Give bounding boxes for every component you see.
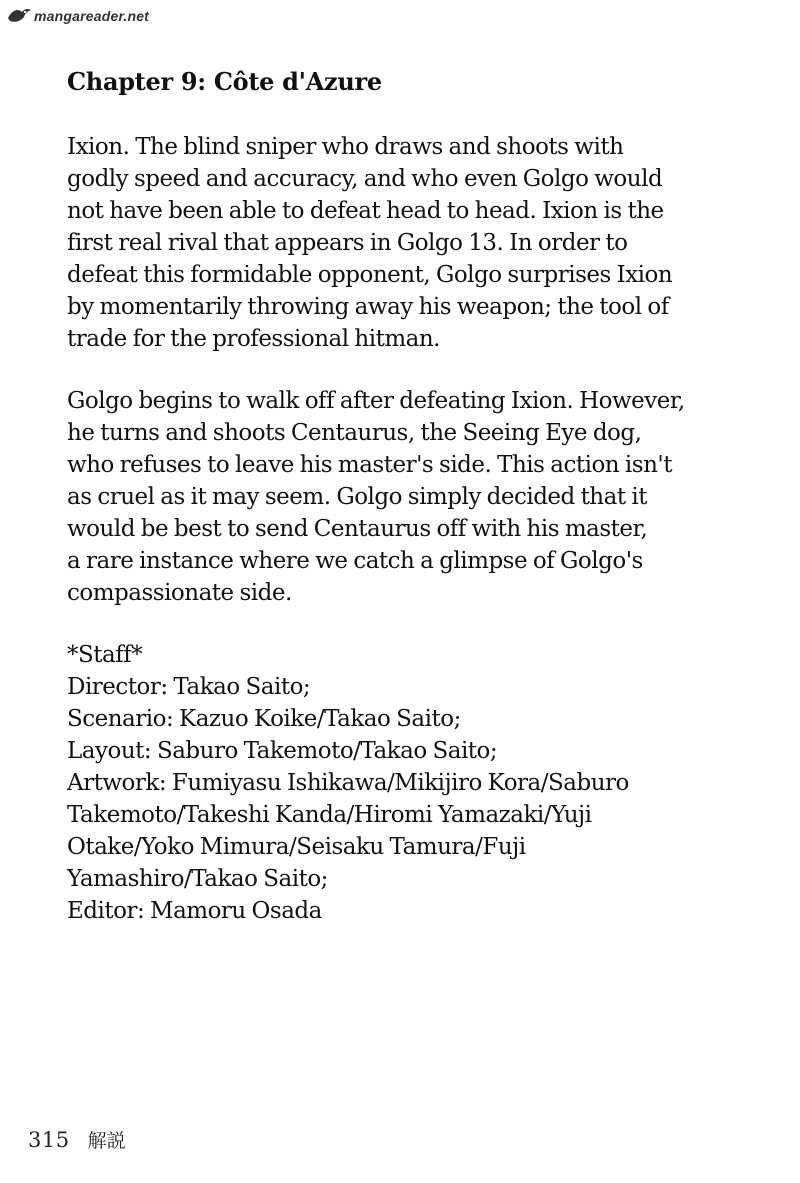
paragraph-line: Ixion. The blind sniper who draws and shoots with xyxy=(67,134,624,160)
staff-line: Layout: Saburo Takemoto/Takao Saito; xyxy=(67,738,498,764)
paragraph-line: godly speed and accuracy, and who even Golgo would xyxy=(67,166,663,192)
chapter-title: Chapter 9: Côte d'Azure xyxy=(67,67,382,96)
staff-line: Editor: Mamoru Osada xyxy=(67,898,322,924)
page-footer xyxy=(28,1126,126,1153)
staff-line: Takemoto/Takeshi Kanda/Hiromi Yamazaki/Yuji xyxy=(67,802,592,828)
paragraph-line: who refuses to leave his master's side. This action isn't xyxy=(67,452,672,478)
paragraph-line: Golgo begins to walk off after defeating Ixion. However, xyxy=(67,388,685,414)
staff-line: Otake/Yoko Mimura/Seisaku Tamura/Fuji xyxy=(67,834,526,860)
watermark-text: mangareader.net xyxy=(34,8,150,24)
staff-line: Yamashiro/Takao Saito; xyxy=(67,866,328,892)
staff-heading: *Staff* xyxy=(67,642,143,668)
staff-line: Director: Takao Saito; xyxy=(67,674,311,700)
page-number: 315 xyxy=(28,1128,70,1152)
paragraph-line: a rare instance where we catch a glimpse of Golgo's xyxy=(67,548,643,574)
paragraph-line: compassionate side. xyxy=(67,580,292,606)
paragraph-line: he turns and shoots Centaurus, the Seeing Eye dog, xyxy=(67,420,642,446)
paragraph-line: first real rival that appears in Golgo 13. In order to xyxy=(67,230,628,256)
staff-line: Artwork: Fumiyasu Ishikawa/Mikijiro Kora/Saburo xyxy=(67,770,629,796)
paragraph-line: as cruel as it may seem. Golgo simply decided that it xyxy=(67,484,647,510)
page-content xyxy=(67,66,757,927)
bird-logo-icon xyxy=(6,6,32,26)
paragraph-line: would be best to send Centaurus off with his master, xyxy=(67,516,648,542)
staff-credits xyxy=(67,639,757,927)
staff-line: Scenario: Kazuo Koike/Takao Saito; xyxy=(67,706,461,732)
paragraph-ending xyxy=(67,385,757,609)
paragraph-intro xyxy=(67,131,757,355)
paragraph-line: by momentarily throwing away his weapon; the tool of xyxy=(67,294,669,320)
watermark xyxy=(6,4,149,28)
section-label: 解説 xyxy=(87,1130,126,1152)
paragraph-line: not have been able to defeat head to head. Ixion is the xyxy=(67,198,664,224)
paragraph-line: defeat this formidable opponent, Golgo surprises Ixion xyxy=(67,262,673,288)
paragraph-line: trade for the professional hitman. xyxy=(67,326,440,352)
